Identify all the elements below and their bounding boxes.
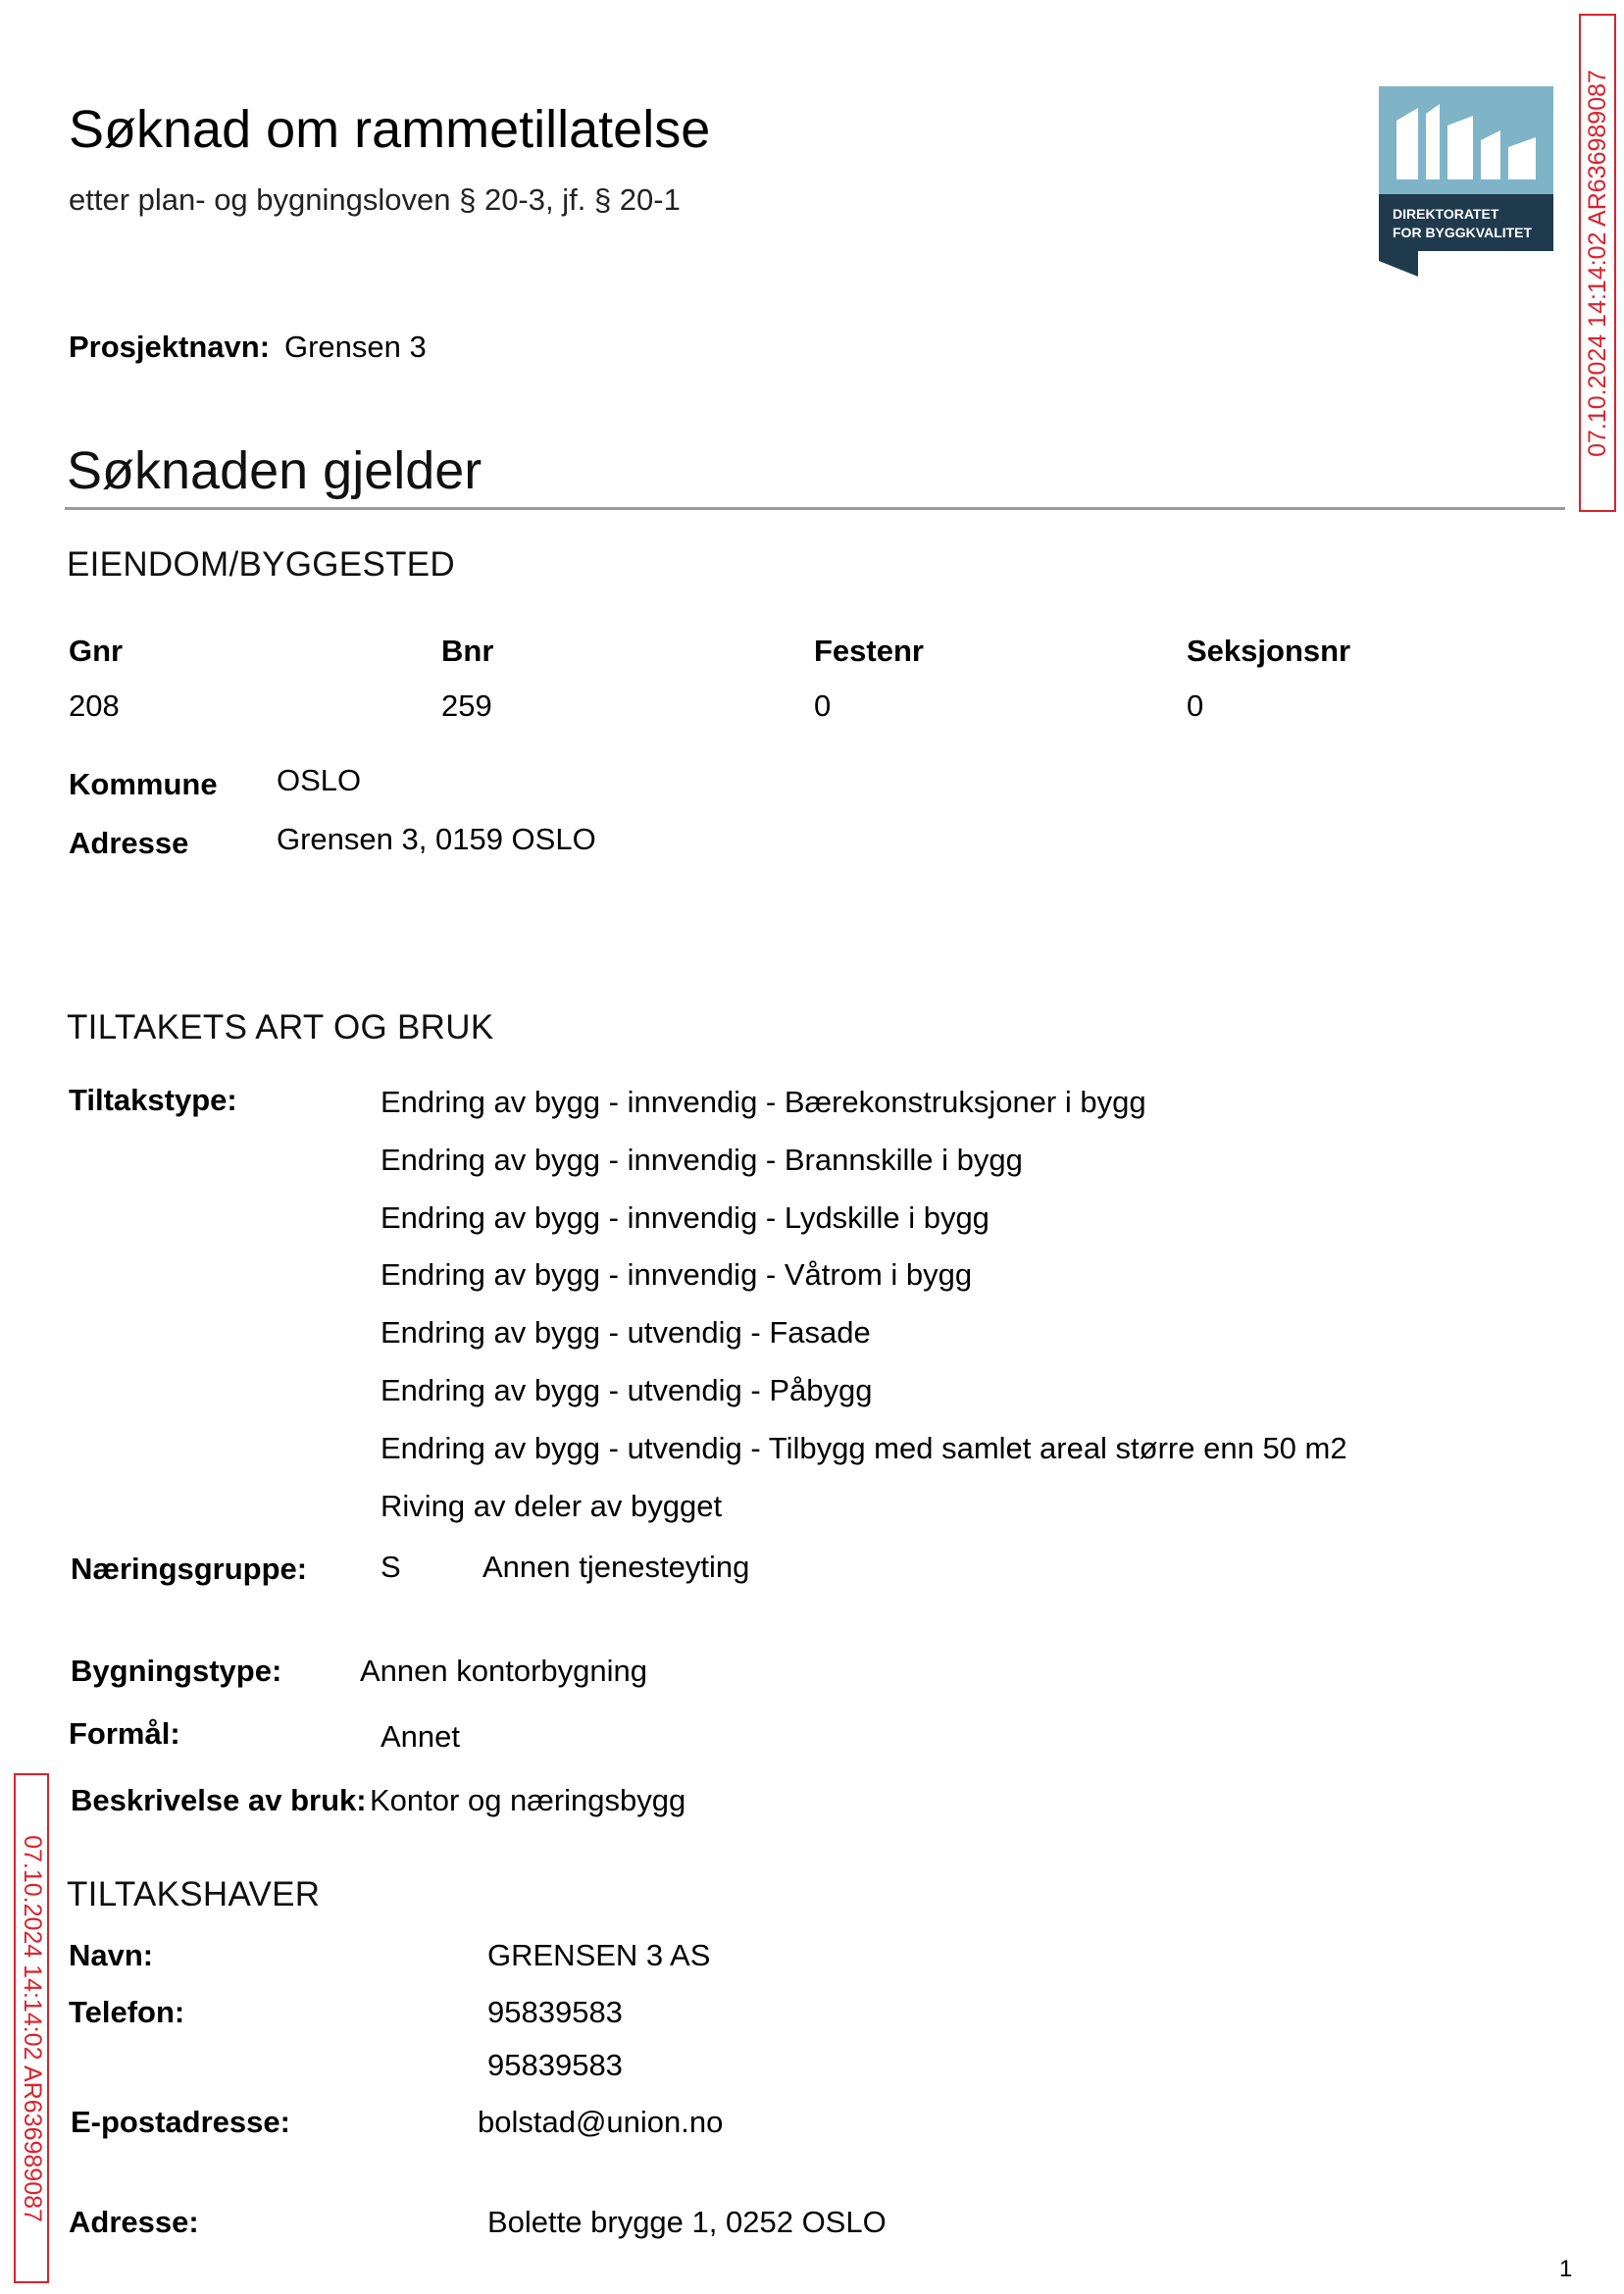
logo-line-1: DIREKTORATET: [1393, 206, 1499, 222]
date-stamp-side-text: 07.10.2024 14:14:02 AR636989087: [18, 1834, 46, 2222]
tiltakstype-item: Endring av bygg - innvendig - Våtrom i bygg: [381, 1257, 973, 1292]
dibk-logo-icon: [1379, 86, 1553, 277]
document-title: Søknad om rammetillatelse: [69, 100, 711, 159]
tiltakstype-label: Tiltakstype:: [69, 1083, 237, 1117]
section-tiltakshaver-title: TILTAKSHAVER: [67, 1875, 321, 1913]
epost-label: E-postadresse:: [71, 2105, 290, 2139]
page-number: 1: [1559, 2256, 1573, 2282]
telefon-value-1: 95839583: [487, 1995, 623, 2029]
project-label: Prosjektnavn:: [69, 330, 271, 364]
gnr-value: 208: [69, 688, 120, 723]
formal-value: Annet: [381, 1719, 461, 1754]
tiltakstype-item: Endring av bygg - utvendig - Fasade: [381, 1315, 871, 1350]
bruk-label: Beskrivelse av bruk:: [71, 1783, 367, 1817]
adresse-value: Grensen 3, 0159 OSLO: [277, 822, 596, 856]
naeringsgruppe-value: Annen tjenesteyting: [482, 1550, 750, 1584]
navn-value: GRENSEN 3 AS: [487, 1938, 711, 1972]
seksjonsnr-label: Seksjonsnr: [1187, 634, 1351, 668]
navn-label: Navn:: [69, 1938, 154, 1972]
bnr-value: 259: [441, 688, 492, 723]
bygningstype-label: Bygningstype:: [71, 1654, 282, 1688]
naeringsgruppe-code: S: [381, 1550, 401, 1584]
formal-label: Formål:: [69, 1716, 180, 1751]
tiltakstype-item: Endring av bygg - innvendig - Bærekonstruksjoner i bygg: [381, 1085, 1146, 1119]
logo-line-2: FOR BYGGKVALITET: [1393, 225, 1533, 240]
tiltakstype-item: Riving av deler av bygget: [381, 1489, 723, 1523]
telefon-value-2: 95839583: [487, 2048, 623, 2082]
kommune-value: OSLO: [277, 763, 362, 797]
seksjonsnr-value: 0: [1187, 688, 1204, 723]
naeringsgruppe-label: Næringsgruppe:: [71, 1552, 308, 1586]
section-heading: Søknaden gjelder: [67, 441, 482, 500]
epost-value: bolstad@union.no: [478, 2105, 724, 2139]
date-stamp-top: [1579, 14, 1616, 512]
tiltakstype-item: Endring av bygg - utvendig - Tilbygg med samlet areal større enn 50 m2: [381, 1431, 1347, 1465]
adresse-tiltakshaver-label: Adresse:: [69, 2205, 199, 2239]
date-stamp-top-text: 07.10.2024 14:14:02 AR636989087: [1583, 69, 1611, 457]
date-stamp-side: [14, 1773, 49, 2283]
dibk-logo: [1379, 86, 1553, 277]
festenr-label: Festenr: [814, 634, 924, 668]
tiltakstype-item: Endring av bygg - utvendig - Påbygg: [381, 1373, 873, 1407]
kommune-label: Kommune: [69, 767, 218, 801]
gnr-label: Gnr: [69, 634, 124, 668]
tiltakstype-item: Endring av bygg - innvendig - Lydskille i bygg: [381, 1200, 990, 1235]
document-subtitle: etter plan- og bygningsloven § 20-3, jf. § 20-1: [69, 182, 681, 217]
heading-divider: [65, 507, 1565, 510]
telefon-label: Telefon:: [69, 1995, 185, 2029]
adresse-tiltakshaver-value: Bolette brygge 1, 0252 OSLO: [487, 2205, 887, 2239]
festenr-value: 0: [814, 688, 832, 723]
section-tiltak-title: TILTAKETS ART OG BRUK: [67, 1008, 494, 1046]
section-eiendom-title: EIENDOM/BYGGESTED: [67, 545, 455, 584]
bruk-value: Kontor og næringsbygg: [370, 1783, 686, 1817]
project-value: Grensen 3: [284, 330, 427, 364]
tiltakstype-item: Endring av bygg - innvendig - Brannskille i bygg: [381, 1143, 1023, 1177]
bnr-label: Bnr: [441, 634, 494, 668]
bygningstype-value: Annen kontorbygning: [360, 1654, 648, 1688]
adresse-label: Adresse: [69, 826, 189, 860]
